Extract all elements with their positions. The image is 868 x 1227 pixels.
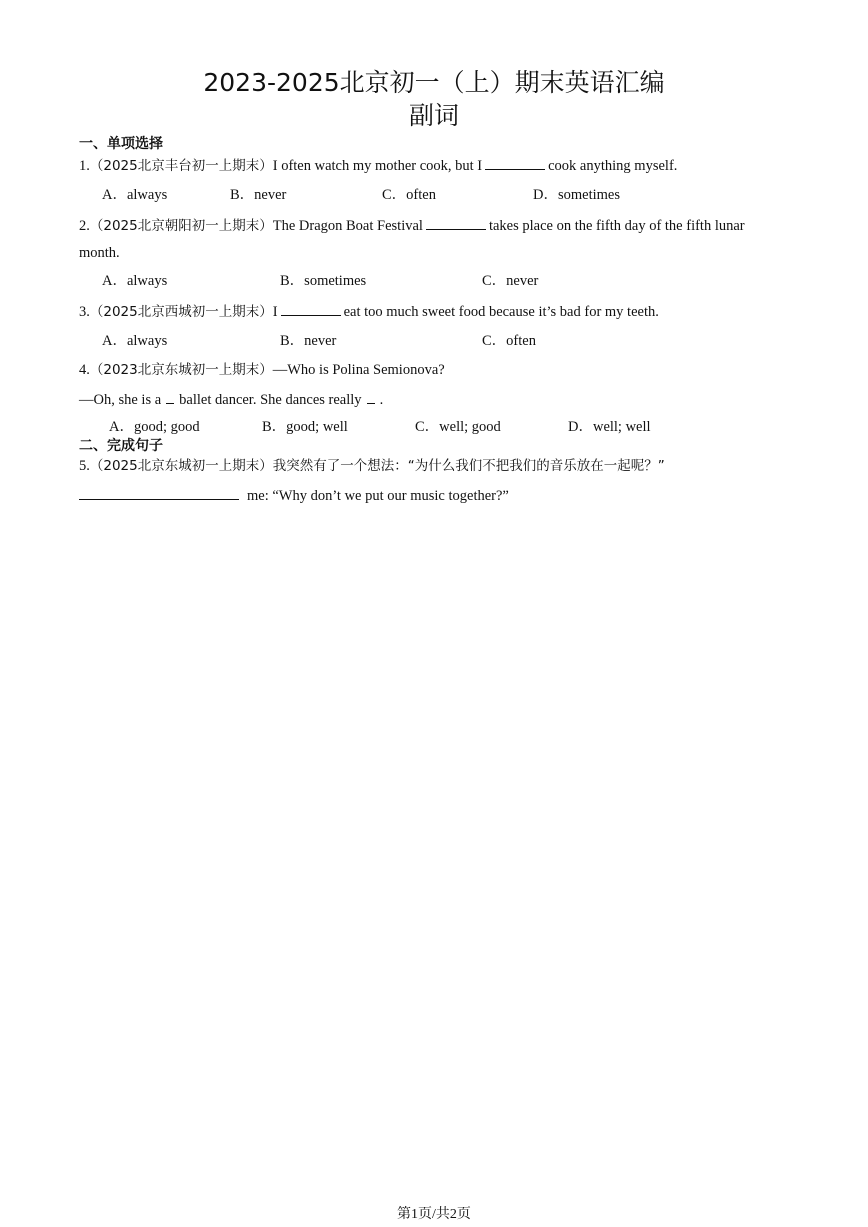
question-number: 3. [79, 304, 90, 320]
option-d: D．sometimes [533, 187, 620, 203]
option-b: B．sometimes [280, 273, 367, 289]
answer-blank [79, 486, 239, 500]
question-text: ballet dancer. She dances really [179, 392, 362, 408]
question-number: 2. [79, 218, 90, 234]
question-source: （2025北京丰台初一上期末） [89, 158, 273, 174]
answer-blank [485, 156, 545, 170]
option-d: D．well; well [568, 419, 651, 435]
question-2 [79, 216, 745, 235]
question-5 [79, 457, 665, 475]
question-text: cook anything myself. [548, 158, 678, 174]
question-number: 1. [79, 158, 90, 174]
answer-blank [426, 216, 486, 230]
question-text: —Oh, she is a [79, 392, 162, 408]
option-b: B．never [280, 333, 337, 349]
question-text: me: “Why don’t we put our music together?” [247, 488, 509, 504]
question-number: 5. [79, 458, 90, 474]
section-heading-complete-sentences: 二、完成句子 [79, 438, 163, 454]
question-text: I often watch my mother cook, but I [272, 158, 483, 174]
question-1 [79, 156, 677, 175]
answer-blank [281, 302, 341, 316]
question-text: . [379, 392, 384, 408]
question-2-continued: month. [79, 245, 120, 261]
question-text: —Who is Polina Semionova? [272, 362, 445, 378]
question-text: I [272, 304, 278, 320]
answer-blank [367, 390, 375, 404]
question-source: （2025北京朝阳初一上期末） [89, 218, 273, 234]
question-text: The Dragon Boat Festival [272, 218, 423, 234]
option-c: C．often [482, 333, 536, 349]
option-c: C．well; good [415, 419, 501, 435]
answer-blank [166, 390, 174, 404]
option-a: A．good; good [109, 419, 200, 435]
page-number: 第1页/共2页 [397, 1207, 471, 1222]
option-a: A．always [102, 333, 168, 349]
question-source: （2023北京东城初一上期末） [89, 362, 273, 378]
document-title: 2023-2025北京初一（上）期末英语汇编 [203, 68, 665, 97]
option-b: B．never [230, 187, 287, 203]
option-c: C．often [382, 187, 436, 203]
option-a: A．always [102, 273, 168, 289]
option-c: C．never [482, 273, 539, 289]
question-number: 4. [79, 362, 90, 378]
question-3 [79, 302, 659, 321]
question-source: （2025北京东城初一上期末） [89, 458, 273, 474]
question-5-line-2 [79, 486, 509, 505]
option-b: B．good; well [262, 419, 348, 435]
section-heading-single-choice: 一、单项选择 [79, 136, 163, 152]
question-4-line-2 [79, 390, 383, 409]
question-source: （2025北京西城初一上期末） [89, 304, 273, 320]
question-text: takes place on the fifth day of the fifth lunar [488, 218, 745, 234]
option-a: A．always [102, 187, 168, 203]
question-text: 我突然有了一个想法：“为什么我们不把我们的音乐放在一起呢？” [272, 458, 665, 474]
question-4 [79, 361, 445, 379]
question-text: eat too much sweet food because it’s bad for my teeth. [343, 304, 659, 320]
document-subtitle: 副词 [408, 101, 459, 130]
